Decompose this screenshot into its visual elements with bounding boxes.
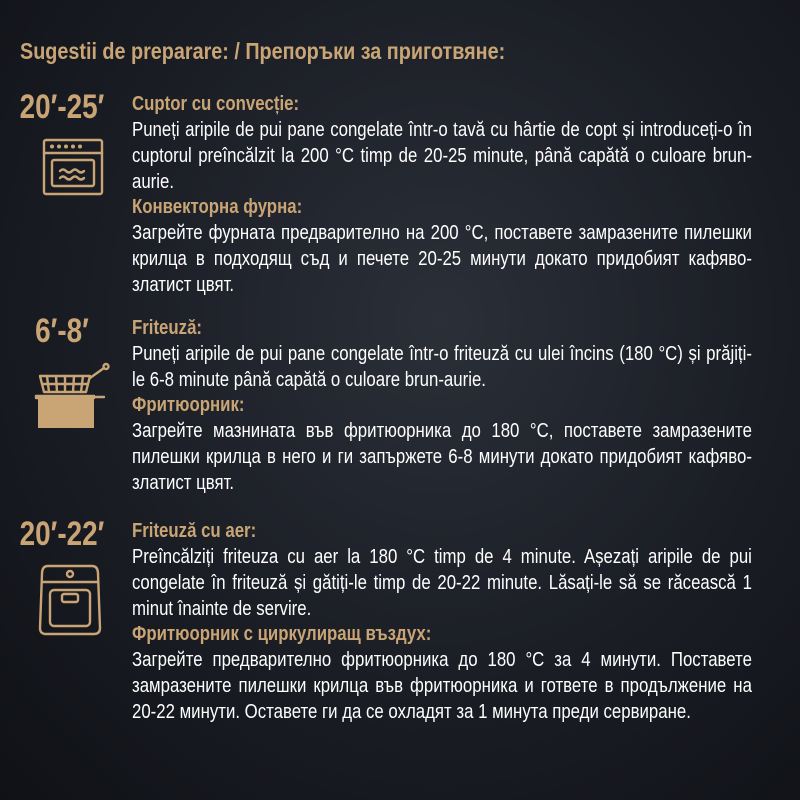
oven-icon bbox=[42, 138, 104, 196]
ro-text: Puneți aripile de pui pane congelate într-o friteuză cu ulei încins (180 °C) și prăjiți-le 6-8 minute până capătă o culoare brun-aurie. bbox=[132, 343, 752, 391]
time-convection: 20′-25′ bbox=[19, 88, 105, 126]
bg-heading: Фритюорник с циркулиращ въздух: bbox=[132, 623, 432, 645]
ro-heading: Friteuză cu aer: bbox=[132, 520, 257, 542]
time-fryer: 6′-8′ bbox=[35, 312, 89, 350]
method-air-fryer bbox=[132, 519, 752, 725]
ro-heading: Friteuză: bbox=[132, 317, 203, 339]
ro-text: Puneți aripile de pui pane congelate într-o tavă cu hârtie de copt și introduceți-o în cuptorul preîncălzit la 200 °C timp de 20-25 minute, până capătă o culoare brun-aurie. bbox=[132, 119, 752, 193]
bg-text: Загрейте предварително фритюорника до 180 °C за 4 минути. Поставете замразените пилешки крилца във фритюорника и гответе в продължение на 20-22 минути. Оставете ги да се охладят за 1 минута преди сервиране. bbox=[132, 649, 752, 723]
bg-heading: Конвекторна фурна: bbox=[132, 196, 303, 218]
method-convection bbox=[132, 92, 752, 298]
bg-text: Загрейте мазнината във фритюорника до 180 °C, поставете замразените пилешки крилца в него и ги запържете 6-8 минути докато придобият кафяво- златист цвят. bbox=[132, 420, 752, 494]
page-title: Sugestii de preparare: / Препоръки за приготвяне: bbox=[20, 38, 506, 64]
air-fryer-icon bbox=[38, 564, 102, 638]
time-air-fryer: 20′-22′ bbox=[19, 515, 105, 553]
ro-heading: Cuptor cu convecție: bbox=[132, 93, 300, 115]
ro-text: Preîncălziți friteuza cu aer la 180 °C timp de 4 minute. Așezați aripile de pui congelate în friteuză și gătiți-le timp de 20-22 minute. Lăsați-le să se răcească 1 minut înainte de servire. bbox=[132, 546, 752, 620]
method-fryer bbox=[132, 316, 752, 496]
fryer-icon bbox=[32, 362, 112, 432]
bg-heading: Фритюорник: bbox=[132, 394, 245, 416]
bg-text: Загрейте фурната предварително на 200 °C, поставете замразените пилешки крилца в подходящ съд и печете 20-25 минути докато придобият кафяво-златист цвят. bbox=[132, 222, 752, 296]
